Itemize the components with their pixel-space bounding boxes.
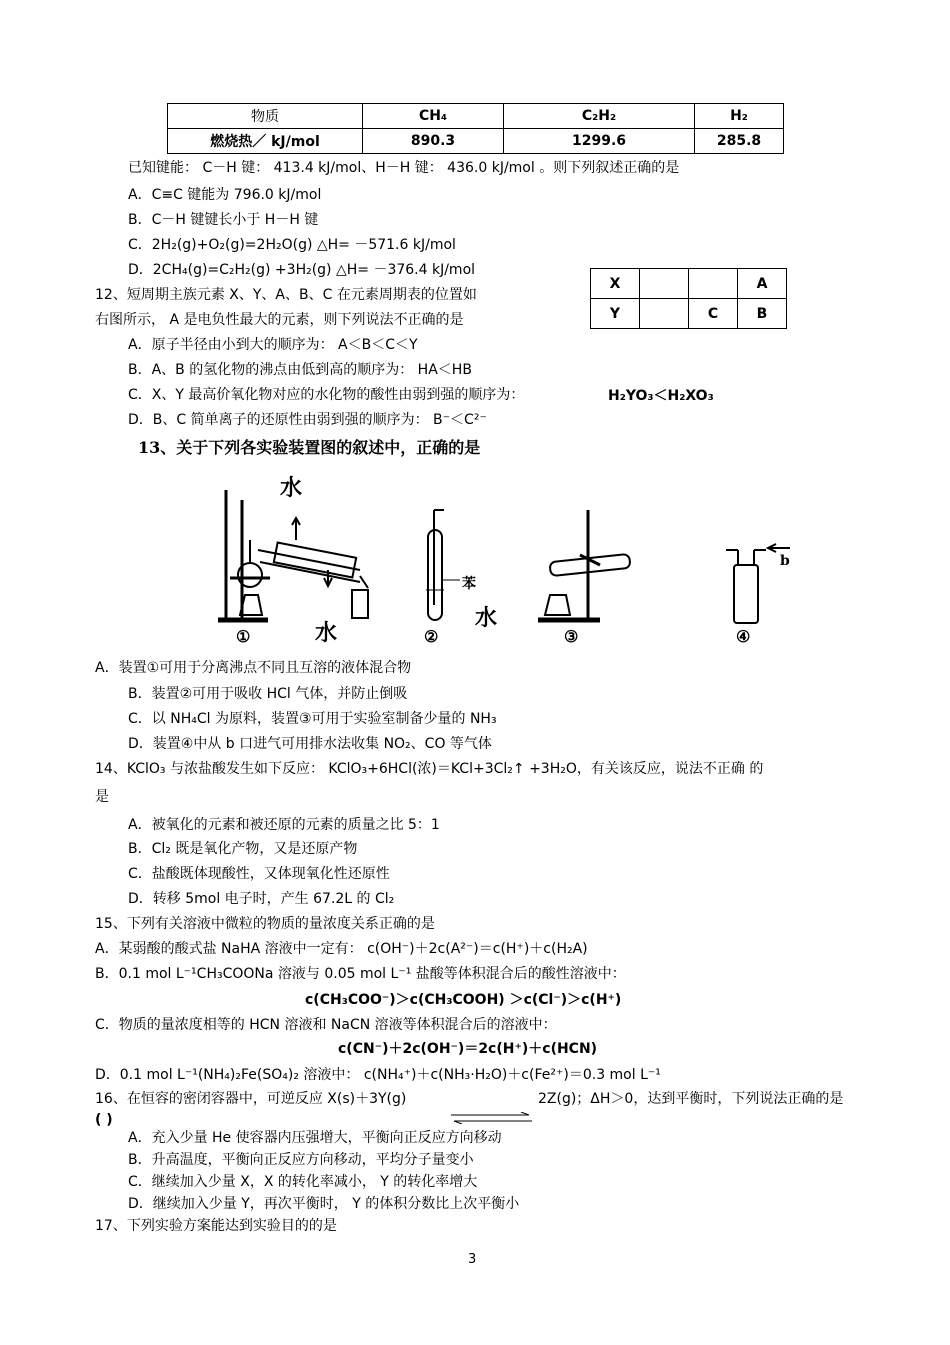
- grid-cell: Y: [591, 299, 640, 329]
- q11-option-c: C．2H₂(g)+O₂(g)=2H₂O(g) △H= －571.6 kJ/mol: [128, 237, 456, 253]
- q16-answer-paren: ( ): [95, 1112, 113, 1128]
- periodic-position-grid: [590, 268, 787, 329]
- label-water-top: 水: [280, 475, 303, 501]
- q15-option-b-line2: c(CH₃COO⁻)＞c(CH₃COOH) ＞c(Cl⁻)＞c(H⁺): [305, 992, 622, 1008]
- q11-option-d: D．2CH₄(g)=C₂H₂(g) +3H₂(g) △H= －376.4 kJ/mol: [128, 262, 476, 278]
- q15-option-d: D．0.1 mol L⁻¹(NH₄)₂Fe(SO₄)₂ 溶液中： c(NH₄⁺)＋c(NH₃·H₂O)＋c(Fe²⁺)＝0.3 mol L⁻¹: [95, 1067, 661, 1083]
- table-header-c2h2: C₂H₂: [504, 104, 695, 129]
- q12-stem-line1: 12、短周期主族元素 X、Y、A、B、C 在元素周期表的位置如: [95, 287, 477, 303]
- q12-option-d: D．B、C 简单离子的还原性由弱到强的顺序为： B⁻＜C²⁻: [128, 412, 487, 428]
- absorption-tube: [426, 510, 460, 620]
- label-water2: 水: [475, 605, 498, 631]
- grid-cell: [689, 269, 738, 299]
- q16-option-b: B．升高温度，平衡向正反应方向移动，平均分子量变小: [128, 1152, 474, 1168]
- label-water-bottom: 水: [315, 620, 338, 646]
- grid-cell: [640, 269, 689, 299]
- combustion-heat-table: [167, 103, 784, 154]
- label-4: ④: [736, 627, 751, 646]
- q11-option-a: A．C≡C 键能为 796.0 kJ/mol: [128, 187, 322, 203]
- q15-option-a: A．某弱酸的酸式盐 NaHA 溶液中一定有： c(OH⁻)＋2c(A²⁻)＝c(H⁺)＋c(H₂A): [95, 941, 588, 957]
- q16-stem-right: 2Z(g)；ΔH＞0，达到平衡时，下列说法正确的是: [538, 1091, 844, 1107]
- grid-cell: X: [591, 269, 640, 299]
- q13-option-d: D．装置④中从 b 口进气可用排水法收集 NO₂、CO 等气体: [128, 736, 492, 752]
- table-header-ch4: CH₄: [363, 104, 504, 129]
- q13-option-c: C．以 NH₄Cl 为原料，装置③可用于实验室制备少量的 NH₃: [128, 711, 497, 727]
- q12-option-a: A．原子半径由小到大的顺序为： A＜B＜C＜Y: [128, 337, 418, 353]
- q14-stem-line1: 14、KClO₃ 与浓盐酸发生如下反应： KClO₃+6HCl(浓)＝KCl+3Cl₂↑ +3H₂O，有关该反应，说法不正确 的: [95, 761, 764, 777]
- grid-cell: A: [738, 269, 787, 299]
- table-cell: 890.3: [363, 129, 504, 154]
- grid-cell: B: [738, 299, 787, 329]
- q16-option-a: A．充入少量 He 使容器内压强增大，平衡向正反应方向移动: [128, 1130, 502, 1146]
- page-number: 3: [468, 1252, 477, 1267]
- q12-option-b: B．A、B 的氢化物的沸点由低到高的顺序为： HA＜HB: [128, 362, 472, 378]
- q16-option-c: C．继续加入少量 X，X 的转化率减小， Y 的转化率增大: [128, 1174, 478, 1190]
- q15-option-c-line2: c(CN⁻)＋2c(OH⁻)＝2c(H⁺)＋c(HCN): [338, 1041, 598, 1057]
- q16-option-d: D．继续加入少量 Y，再次平衡时， Y 的体积分数比上次平衡小: [128, 1196, 520, 1212]
- q15-stem: 15、下列有关溶液中微粒的物质的量浓度关系正确的是: [95, 916, 435, 932]
- q11-option-b: B．C－H 键键长小于 H－H 键: [128, 212, 319, 228]
- q14-option-b: B．Cl₂ 既是氧化产物，又是还原产物: [128, 841, 358, 857]
- q12-option-c-answer: H₂YO₃＜H₂XO₃: [608, 388, 714, 404]
- q17-stem: 17、下列实验方案能达到实验目的的是: [95, 1218, 337, 1234]
- apparatus-figure: [200, 470, 820, 650]
- q16-stem-left: 16、在恒容的密闭容器中，可逆反应 X(s)＋3Y(g): [95, 1091, 407, 1107]
- heating-apparatus: [538, 510, 631, 620]
- table-row-label: 燃烧热／ kJ/mol: [168, 129, 363, 154]
- q13-option-a: A．装置①可用于分离沸点不同且互溶的液体混合物: [95, 660, 412, 676]
- grid-cell: [640, 299, 689, 329]
- q14-option-d: D．转移 5mol 电子时，产生 67.2L 的 Cl₂: [128, 891, 395, 907]
- label-3: ③: [564, 627, 579, 646]
- q14-stem-line2: 是: [95, 789, 109, 805]
- label-benzene: 苯: [462, 576, 476, 592]
- q15-option-b-line1: B．0.1 mol L⁻¹CH₃COONa 溶液与 0.05 mol L⁻¹ 盐酸等体积混合后的酸性溶液中：: [95, 966, 626, 982]
- q12-stem-line2: 右图所示， A 是电负性最大的元素，则下列说法不正确的是: [95, 312, 464, 328]
- label-2: ②: [424, 627, 439, 646]
- q14-option-a: A．被氧化的元素和被还原的元素的质量之比 5：1: [128, 817, 440, 833]
- grid-cell: C: [689, 299, 738, 329]
- q13-title: 13、关于下列各实验装置图的叙述中，正确的是: [138, 438, 481, 457]
- q14-option-c: C．盐酸既体现酸性，又体现氧化性还原性: [128, 866, 390, 882]
- label-b: b: [780, 553, 790, 569]
- table-cell: 285.8: [695, 129, 784, 154]
- table-cell: 1299.6: [504, 129, 695, 154]
- table-header-substance: 物质: [168, 104, 363, 129]
- table-header-h2: H₂: [695, 104, 784, 129]
- q15-option-c-line1: C．物质的量浓度相等的 HCN 溶液和 NaCN 溶液等体积混合后的溶液中：: [95, 1017, 557, 1033]
- equilibrium-arrow-icon: [449, 1112, 534, 1124]
- q12-option-c: C．X、Y 最高价氧化物对应的水化物的酸性由弱到强的顺序为：: [128, 387, 525, 403]
- label-1: ①: [236, 627, 251, 646]
- distillation-apparatus: [218, 490, 368, 620]
- q11-stem: 已知键能： C－H 键： 413.4 kJ/mol、H－H 键： 436.0 kJ/mol 。则下列叙述正确的是: [128, 160, 680, 176]
- q13-option-b: B．装置②可用于吸收 HCl 气体，并防止倒吸: [128, 686, 408, 702]
